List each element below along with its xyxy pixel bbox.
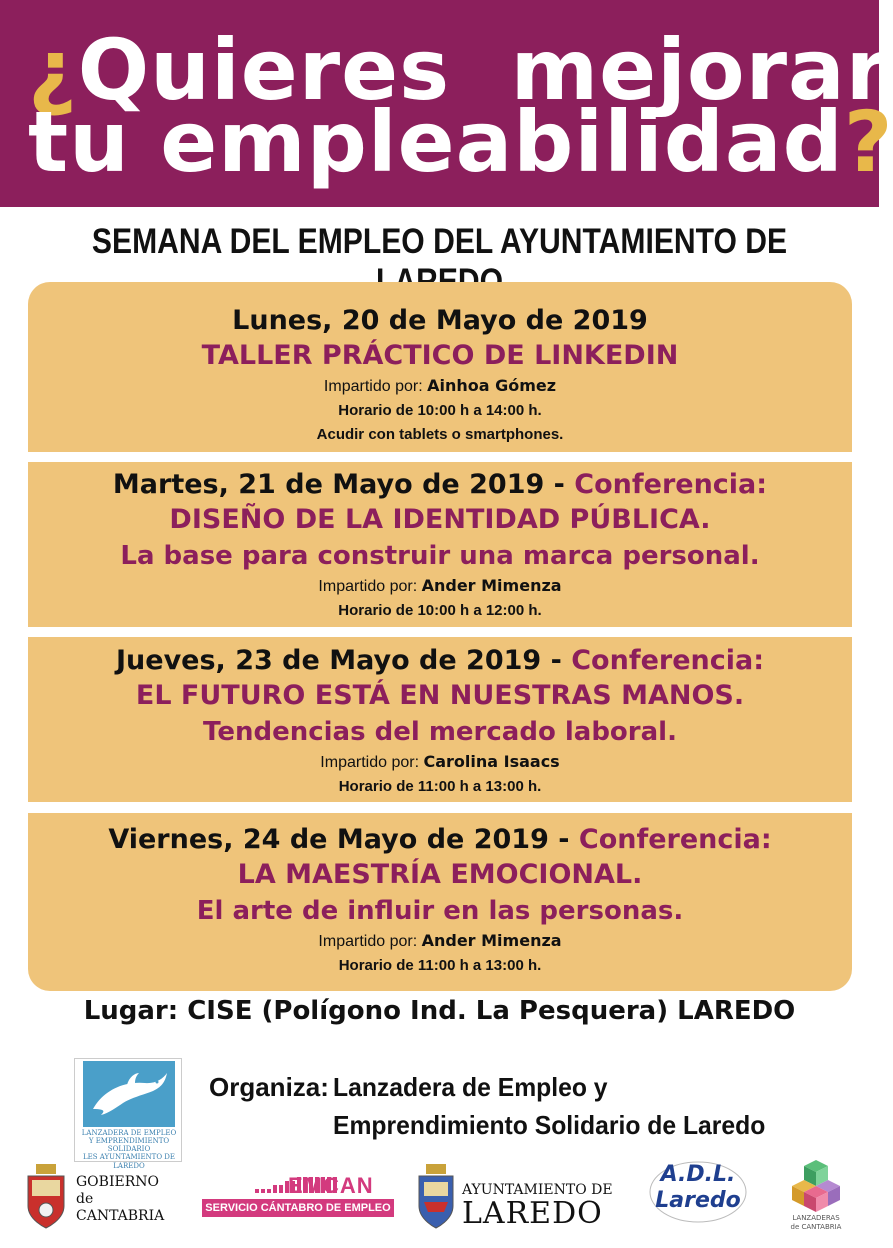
- header-banner: [0, 0, 893, 207]
- headline-text-2: tu empleabilidad: [28, 93, 844, 191]
- adl-laredo-logo: [648, 1158, 748, 1228]
- ayuntamiento-laredo-logo: [416, 1162, 621, 1232]
- lanz-line-2: de CANTABRIA: [790, 1223, 842, 1231]
- cubes-icon: [784, 1158, 848, 1214]
- dolphin-icon: [83, 1061, 175, 1127]
- gobierno-text: [76, 1174, 164, 1225]
- event-speaker-line: [28, 929, 852, 954]
- event-schedule: Horario de 10:00 h a 14:00 h.: [338, 402, 542, 419]
- event-speaker-line: [28, 750, 852, 775]
- event-date: Martes, 21 de Mayo de 2019: [112, 469, 545, 500]
- ayto-text-2: LAREDO: [462, 1196, 603, 1231]
- logo-text-1: LANZADERA DE EMPLEO: [81, 1129, 177, 1137]
- question-close-mark: ?: [843, 93, 893, 191]
- event-speaker-line: [28, 374, 852, 399]
- event-date-line: [28, 644, 852, 678]
- emcan-word: EMCAN: [288, 1173, 374, 1198]
- gobierno-line-1: GOBIERNO: [76, 1174, 159, 1190]
- headline-text-1: Quieres mejorar: [77, 21, 889, 119]
- gobierno-line-2: de: [76, 1191, 94, 1207]
- organizer-name-line-1: Lanzadera de Empleo y: [333, 1072, 608, 1102]
- event-card-3: [28, 637, 852, 802]
- event-type: Conferencia:: [571, 645, 765, 676]
- logo-text-2: Y EMPRENDIMIENTO: [88, 1137, 170, 1145]
- cantabria-crest-icon: [24, 1162, 68, 1232]
- lanzaderas-cantabria-logo: [784, 1158, 848, 1234]
- event-subtitle: La base para construir una marca personal.: [120, 541, 760, 571]
- event-title: DISEÑO DE LA IDENTIDAD PÚBLICA.: [169, 504, 711, 535]
- speaker-name: Ander Mimenza: [421, 931, 562, 950]
- lanz-line-1: LANZADERAS: [792, 1214, 840, 1222]
- event-type: Conferencia:: [574, 469, 768, 500]
- event-note: Acudir con tablets o smartphones.: [316, 426, 564, 443]
- adl-text-2: Laredo: [655, 1188, 741, 1213]
- event-date-line: [28, 823, 852, 857]
- event-title: TALLER PRÁCTICO DE LINKEDIN: [201, 340, 679, 371]
- event-date: Viernes, 24 de Mayo de 2019: [108, 824, 549, 855]
- emcan-bar: SERVICIO CÁNTABRO DE EMPLEO: [202, 1199, 394, 1217]
- emcan-logo: [202, 1175, 394, 1221]
- event-subtitle: Tendencias del mercado laboral.: [203, 717, 677, 747]
- event-schedule: Horario de 10:00 h a 12:00 h.: [338, 602, 542, 619]
- headline-line-2: [28, 93, 893, 191]
- speaker-name: Ainhoa Gómez: [427, 376, 557, 395]
- event-card-2: [28, 462, 852, 627]
- event-schedule: Horario de 11:00 h a 13:00 h.: [338, 957, 542, 974]
- event-date: Lunes, 20 de Mayo de 2019: [232, 305, 648, 336]
- event-card-1: [28, 282, 852, 452]
- event-title: EL FUTURO ESTÁ EN NUESTRAS MANOS.: [135, 680, 745, 711]
- question-open-mark: ¿: [28, 21, 78, 119]
- event-schedule: Horario de 11:00 h a 13:00 h.: [338, 778, 542, 795]
- speaker-label: Impartido por:: [318, 933, 418, 950]
- organizer-label: Organiza:: [209, 1072, 329, 1102]
- date-separator: -: [541, 645, 572, 676]
- logo-text-4: LES AYUNTAMIENTO DE LAREDO: [82, 1153, 176, 1170]
- event-date: Jueves, 23 de Mayo de 2019: [115, 645, 542, 676]
- gobierno-cantabria-logo: [24, 1160, 184, 1234]
- lanzadera-logo: [74, 1058, 182, 1170]
- organizer-name-line-2: Emprendimiento Solidario de Laredo: [333, 1110, 766, 1140]
- adl-text-1: A.D.L.: [660, 1162, 736, 1187]
- speaker-label: Impartido por:: [320, 754, 420, 771]
- speaker-label: Impartido por:: [323, 378, 423, 395]
- date-separator: -: [548, 824, 579, 855]
- event-subtitle: El arte de influir en las personas.: [196, 896, 684, 926]
- logo-text-3: SOLIDARIO: [107, 1145, 151, 1153]
- speaker-name: Carolina Isaacs: [423, 752, 560, 771]
- speaker-label: Impartido por:: [318, 578, 418, 595]
- gobierno-line-3: CANTABRIA: [76, 1208, 165, 1224]
- date-separator: -: [544, 469, 575, 500]
- event-location: Lugar: CISE (Polígono Ind. La Pesquera) LAREDO: [83, 996, 796, 1026]
- event-speaker-line: [28, 574, 852, 599]
- event-date-line: [28, 468, 852, 502]
- page-subtitle: SEMANA DEL EMPLEO DEL AYUNTAMIENTO DE: [91, 222, 788, 261]
- event-title: LA MAESTRÍA EMOCIONAL.: [237, 859, 643, 890]
- laredo-crest-icon: [416, 1162, 456, 1230]
- lanz-text: [778, 1214, 854, 1232]
- ayto-text-1: AYUNTAMIENTO DE: [462, 1182, 613, 1198]
- event-type: Conferencia:: [578, 824, 772, 855]
- speaker-name: Ander Mimenza: [421, 576, 562, 595]
- event-card-4: [28, 813, 852, 991]
